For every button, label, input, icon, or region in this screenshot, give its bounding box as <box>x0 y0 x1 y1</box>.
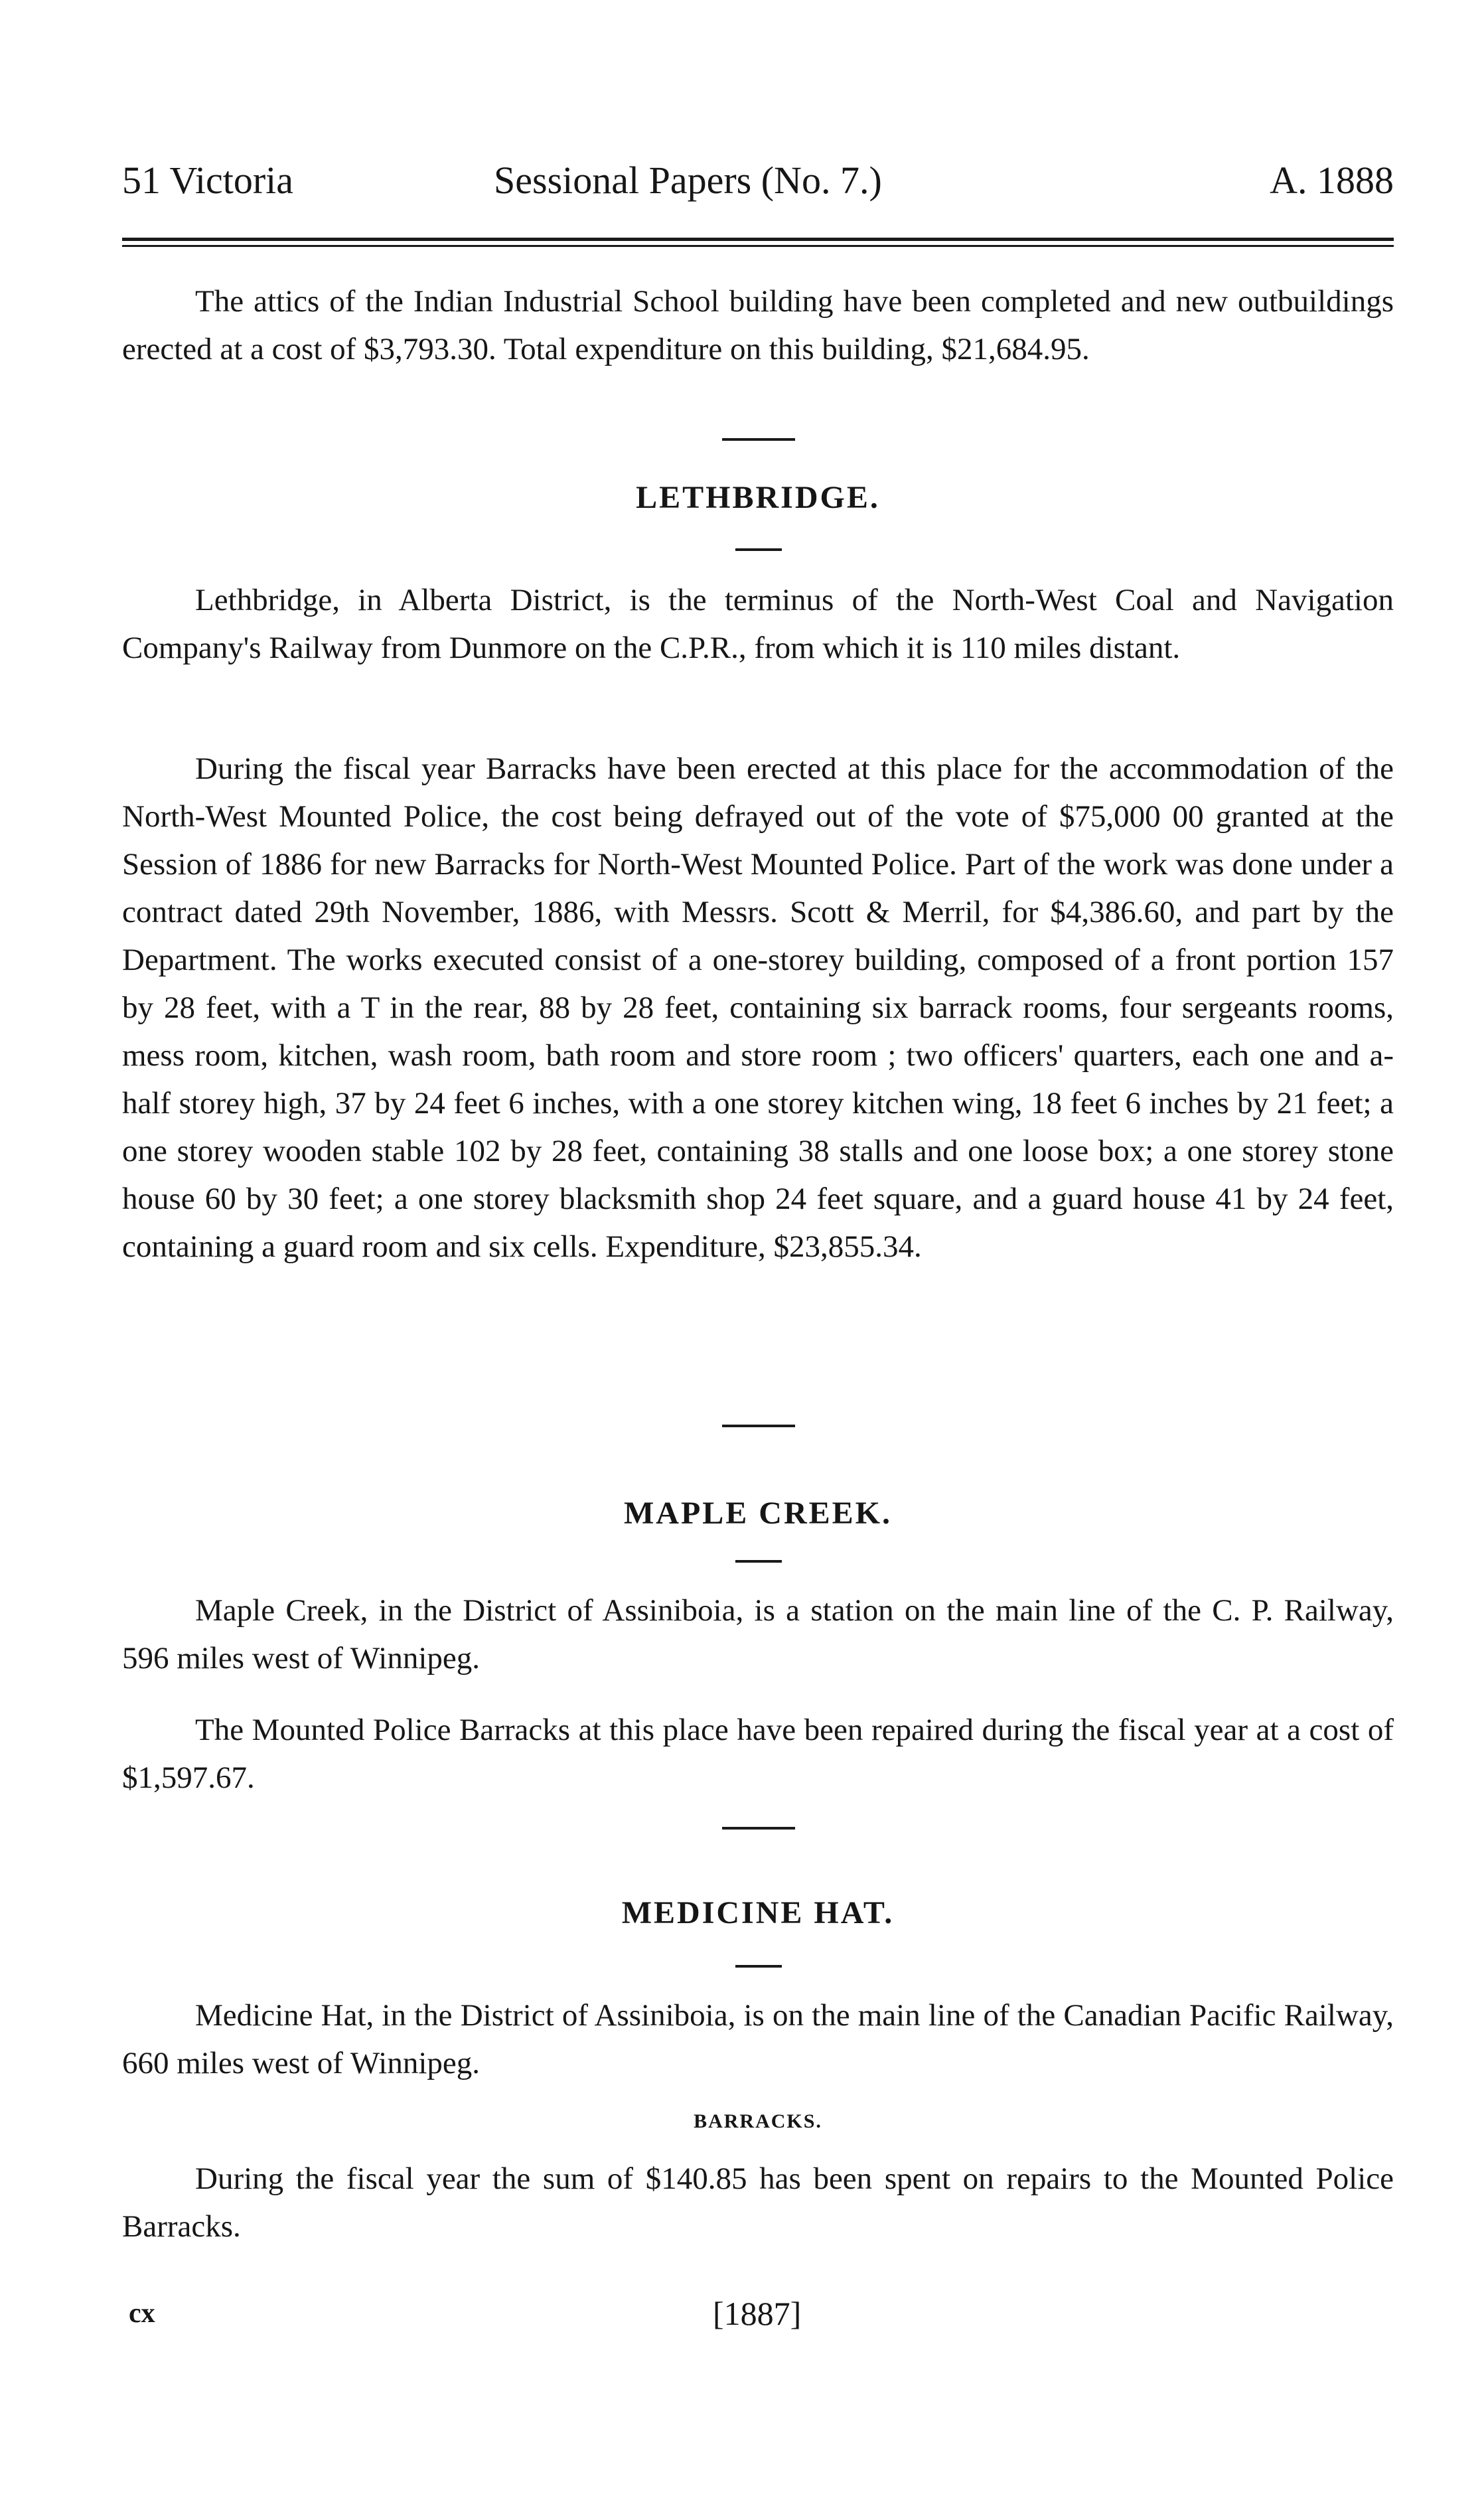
heading-dash <box>735 1965 782 1968</box>
barracks-subheading: BARRACKS. <box>694 2110 822 2132</box>
maple-creek-paragraph-2: The Mounted Police Barracks at this place have been repaired during the fiscal year at a cost of $1,597.67. <box>122 1713 1394 1795</box>
footer-page-number: [1887] <box>713 2295 802 2332</box>
header-year: A. 1888 <box>1270 159 1394 202</box>
lethbridge-paragraph-1: Lethbridge, in Alberta District, is the terminus of the North-West Coal and Navigation Company's Railway from Dunmore on the C.P.R., from which it is 110 miles distant. <box>122 583 1394 665</box>
header-title: Sessional Papers (No. 7.) <box>494 159 882 202</box>
lethbridge-paragraph-2: During the fiscal year Barracks have been erected at this place for the accommodation of the North-West Mounted Police, the cost being defrayed out of the vote of $75,000 00 granted at the Session of 1886 for new Barracks for North-West Mounted Police. Part of the work was done under a contract dated 29th November, 1886, with Messrs. Scott & Merril, for $4,386.60, and part by the Department. The works executed consist of a one-storey building, composed of a front portion 157 by 28 feet, with a T in the rear, 88 by 28 feet, containing six barrack rooms, four sergeants rooms, mess room, kitchen, wash room, bath room and store room ; two officers' quarters, each one and a-half storey high, 37 by 24 feet 6 inches, with a one storey kitchen wing, 18 feet 6 inches by 21 feet; a one storey wooden stable 102 by 28 feet, containing 38 stalls and one loose box; a one storey stone house 60 by 30 feet; a one storey blacksmith shop 24 feet square, and a guard house 41 by 24 feet, containing a guard room and six cells. Expenditure, $23,855.34. <box>122 751 1394 1264</box>
section-divider <box>722 1425 795 1427</box>
intro-paragraph: The attics of the Indian Industrial School building have been completed and new outbuildings erected at a cost of $3,793.30. Total expenditure on this building, $21,684.95. <box>122 284 1394 366</box>
header-session: 51 Victoria <box>122 159 293 202</box>
page-footer <box>122 2290 1394 2337</box>
footer-page-roman: cx <box>129 2298 155 2329</box>
heading-dash <box>735 548 782 551</box>
section-divider <box>722 1827 795 1830</box>
maple-creek-paragraph-1: Maple Creek, in the District of Assiniboia, is a station on the main line of the C. P. Railway, 596 miles west of Winnipeg. <box>122 1593 1394 1676</box>
medicine-hat-paragraph-2: During the fiscal year the sum of $140.85 has been spent on repairs to the Mounted Police Barracks. <box>122 2161 1394 2244</box>
page-header <box>122 154 1394 207</box>
document-page <box>122 0 1394 2500</box>
medicine-hat-heading: MEDICINE HAT. <box>621 1895 895 1930</box>
medicine-hat-paragraph-1: Medicine Hat, in the District of Assiniboia, is on the main line of the Canadian Pacific Railway, 660 miles west of Winnipeg. <box>122 1998 1394 2080</box>
lethbridge-heading: LETHBRIDGE. <box>636 480 880 515</box>
section-divider <box>722 438 795 441</box>
header-double-rule <box>122 238 1394 247</box>
heading-dash <box>735 1560 782 1563</box>
maple-creek-heading: MAPLE CREEK. <box>623 1496 892 1531</box>
